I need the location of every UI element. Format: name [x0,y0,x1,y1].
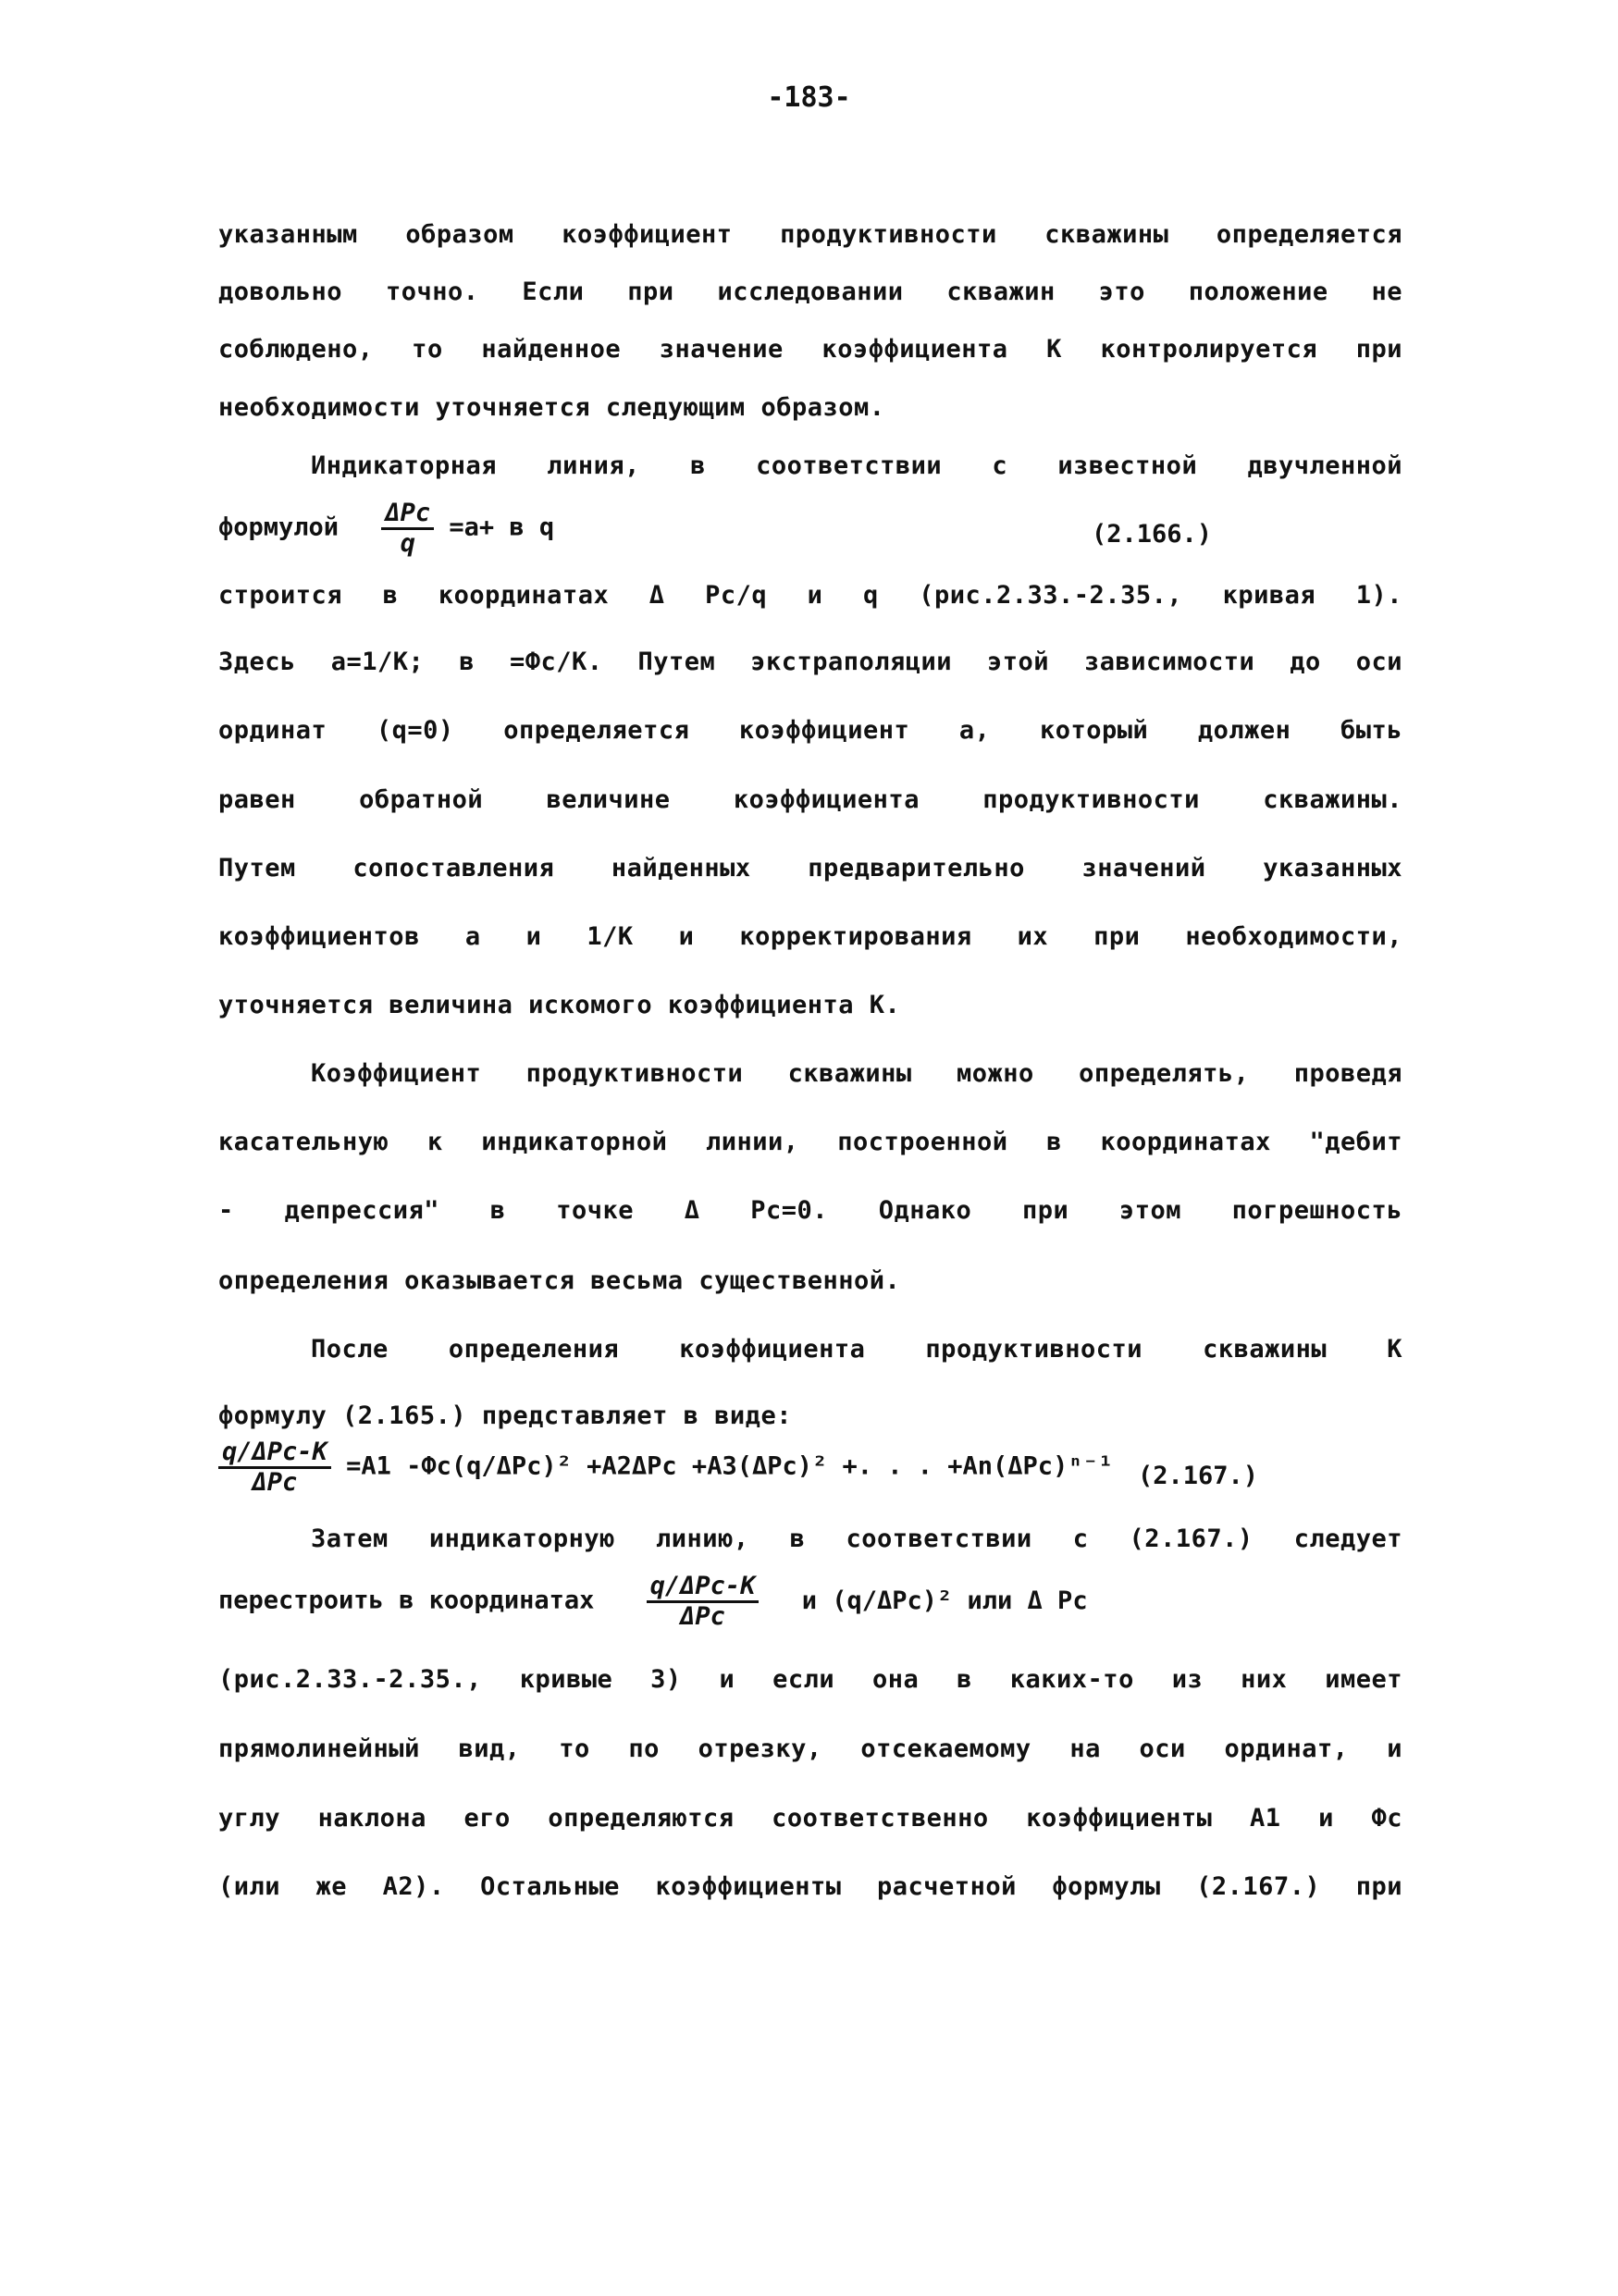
fraction-denominator: ΔPc [252,1467,298,1497]
text-line: указанным образом коэффициент продуктивности скважины определяется [218,220,1402,249]
text-line: Индикаторная линия, в соответствии с известной двучленной [311,451,1402,480]
text-line: ординат (q=0) определяется коэффициент а, который должен быть [218,716,1402,745]
text-line: довольно точно. Если при исследовании скважин это положение не [218,278,1402,306]
text-line: Здесь а=1/К; в =Фc/К. Путем экстраполяции этой зависимости до оси [218,648,1402,676]
text-line: касательную к индикаторной линии, построенной в координатах "дебит [218,1128,1402,1156]
text-line: Путем сопоставления найденных предварительно значений указанных [218,854,1402,883]
text-line: После определения коэффициента продуктивности скважины К [311,1335,1402,1364]
text-line: - депрессия" в точке Δ Pc=0. Однако при этом погрешность [218,1196,1402,1225]
text-line: углу наклона его определяются соответственно коэффициенты А1 и Фc [218,1804,1402,1833]
text-line: прямолинейный вид, то по отрезку, отсекаемому на оси ординат, и [218,1734,1402,1763]
fraction-denominator: ΔPc [680,1601,725,1631]
text-line: Затем индикаторную линию, в соответствии с (2.167.) следует [311,1524,1402,1553]
fraction-numerator: ΔPc [381,500,434,530]
fraction [647,1573,760,1630]
formula-2-166 [218,500,554,557]
fraction-denominator: q [400,528,415,558]
formula-prefix: формулой [218,512,340,542]
text-line: (рис.2.33.-2.35., кривые 3) и если она в каких-то из них имеет [218,1665,1402,1694]
formula-2-167 [218,1438,1113,1496]
fraction-numerator: q/ΔPc-K [647,1573,760,1603]
formula-rest: =a+ в q [449,512,555,542]
equation-number: (2.167.) [1138,1462,1259,1490]
text-line: уточняется величина искомого коэффициента К. [218,991,901,1019]
formula-rest: =A1 -Фc(q/ΔPc)² +A2ΔPc +A3(ΔPc)² +. . . +An(ΔPc)ⁿ⁻¹ [346,1451,1114,1481]
fraction [218,1438,331,1496]
page-number: -183- [767,81,851,114]
equation-number: (2.166.) [1092,520,1213,549]
text-line: коэффициентов а и 1/К и корректирования их при необходимости, [218,922,1402,951]
formula-rest: и (q/ΔPc)² или Δ Pc [801,1586,1088,1615]
text-line: определения оказывается весьма существенной. [218,1266,901,1295]
text-line: строится в координатах Δ Pc/q и q (рис.2.33.-2.35., кривая 1). [218,581,1402,610]
text-line: соблюдено, то найденное значение коэффициента К контролируется при [218,335,1402,364]
text-line: Коэффициент продуктивности скважины можно определять, проведя [311,1059,1402,1088]
fraction-numerator: q/ΔPc-K [218,1438,331,1469]
text-line: необходимости уточняется следующим образом. [218,393,885,422]
fraction [381,500,434,557]
text-line: формулу (2.165.) представляет в виде: [218,1401,792,1430]
formula-prefix: перестроить в координатах [218,1586,595,1615]
text-line: равен обратной величине коэффициента продуктивности скважины. [218,785,1402,814]
formula-coordinates [218,1573,1088,1630]
text-line: (или же А2). Остальные коэффициенты расчетной формулы (2.167.) при [218,1872,1402,1901]
